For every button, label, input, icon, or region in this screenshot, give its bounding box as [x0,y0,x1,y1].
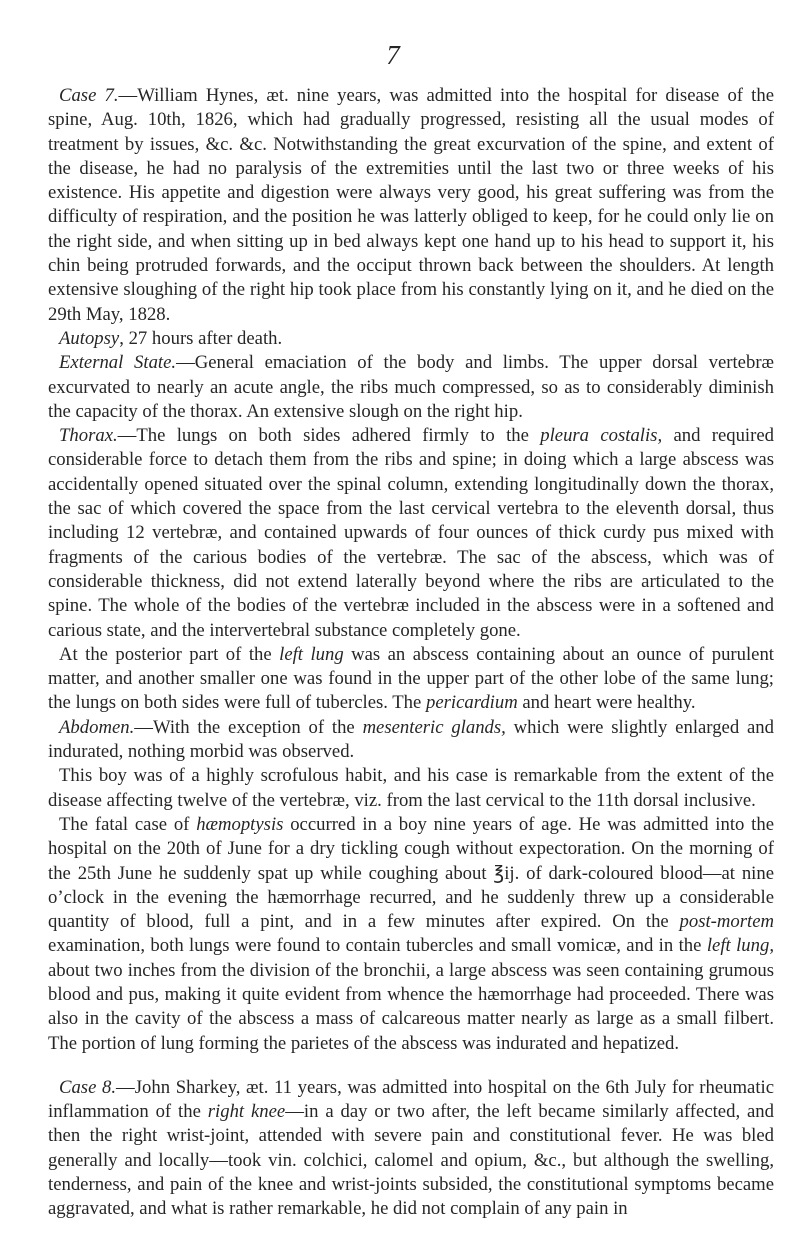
text-run: At the posterior part of the [59,643,280,665]
italic-run: Thorax. [59,425,118,447]
paragraph-haemoptysis [48,813,774,1056]
italic-run: Case 8. [59,1076,117,1098]
italic-run: left lung [279,643,344,665]
italic-run: Autopsy [59,327,120,349]
paragraph-case8 [48,1076,774,1222]
italic-run: pleura costalis, [540,425,663,447]
italic-run: Abdomen. [59,716,135,738]
text-run: about two inches from the division of the bronchii, a large abscess was seen containing grumous blood and pus, making it quite evident from whence the hæmorrhage had proceeded. There was also in the cavity of the abscess a mass of calcareous matter nearly as large as a small filbert. The portion of lung forming the parietes of the abscess was indurated and hepatized. [48,959,774,1054]
text-run: —With the exception of the [134,716,363,738]
text-run: —General emaciation of the body and limbs. The upper dorsal vertebræ excurvated to nearly an acute angle, the ribs much compressed, so as to considerably diminish the capacity of the thorax. An extensive slough on the right hip. [48,352,775,422]
italic-run: left lung, [706,935,775,957]
italic-run: right knee [207,1101,286,1123]
paragraph-case7 [48,84,774,327]
paragraph-autopsy [48,327,774,351]
paragraph-abdomen [48,716,774,765]
paragraph-external [48,351,774,424]
italic-run: pericardium [426,692,518,714]
page-number: 7 [386,40,400,70]
body-text [48,84,774,1222]
text-run: This boy was of a highly scrofulous habit, and his case is remarkable from the extent of the disease affecting twelve of the vertebræ, viz. from the last cervical to the 11th dorsal inclusive. [48,765,774,811]
italic-run: External State. [59,352,177,374]
paragraph-remark [48,764,774,813]
text-run: —John Sharkey, æt. 11 years, was admitted into hospital on the 6th July for rheumatic inflammation of the [48,1076,775,1123]
text-run: and heart were healthy. [517,692,696,714]
paragraph-thorax [48,424,774,643]
text-run: —The lungs on both sides adhered firmly to the [117,425,541,447]
text-run: examination, both lungs were found to contain tubercles and small vomicæ, and in the [48,935,707,957]
italic-run: hæmoptysis [196,813,284,835]
text-run: , 27 hours after death. [119,327,283,349]
italic-run: mesenteric glands, [362,716,506,738]
text-run: and required considerable force to detach them from the ribs and spine; in doing which a large abscess was accidentally opened situated over the spinal column, extending longitudinally down the thorax, the sac of which covered the space from the last cervical vertebra to the eleventh dorsal, thus including 12 vertebræ, and contained upwards of four ounces of thick curdy pus mixed with fragments of the carious bodies of the vertebræ. The sac of the abscess, which was of considerable thickness, did not extend laterally beyond where the ribs are articulated to the spine. The whole of the bodies of the vertebræ included in the abscess were in a softened and carious state, and the intervertebral substance completely gone. [48,425,774,641]
text-run: The fatal case of [59,813,197,835]
italic-run: Case 7. [59,85,119,106]
text-run: —in a day or two after, the left became similarly affected, and then the right wrist-joint, attended with severe pain and constitutional fever. He was bled generally and locally—took vin. colchici, calomel and opium, &c., but although the swelling, tenderness, and pain of the knee and wrist-joints subsided, the constitutional symptoms became aggravated, and what is rather remarkable, he did not complain of any pain in [48,1101,774,1220]
text-run: occurred in a boy nine years of age. He was admitted into the hospital on the 20th of June for a dry tickling cough without expectoration. On the morning of the 25th June he suddenly spat up while coughing about ℥ij. of dark-coloured blood—at nine o’clock in the evening the hæmorrhage recurred, and he suddenly threw up a considerable quantity of blood, full a pint, and in a few minutes after expired. On the [48,813,774,933]
text-run: —William Hynes, æt. nine years, was admitted into the hospital for disease of the spine, Aug. 10th, 1826, which had gradually progressed, resisting all the usual modes of treatment by issues, &c. &c. Notwithstanding the great excurvation of the spine, and extent of the disease, he had no paralysis of the extremities until the last two or three weeks of his existence. His appetite and digestion were always very good, his great suffering was from the difficulty of respiration, and the position he was latterly obliged to keep, for he could only lie on the right side, and when sitting up in bed always kept one hand up to his head to support it, his chin being protruded forwards, and the occiput thrown back between the shoulders. At length extensive sloughing of the right hip took place from his constantly lying on it, and he died on the 29th May, 1828. [48,85,774,325]
italic-run: post-mortem [679,911,774,933]
text-run: which were slightly enlarged and indurated, nothing morbid was observed. [48,716,774,763]
paragraph-left-lung [48,643,774,716]
text-run: was an abscess containing about an ounce of purulent matter, and another smaller one was found in the upper part of the other lobe of the same lung; the lungs on both sides were full of tubercles. The [48,643,774,714]
